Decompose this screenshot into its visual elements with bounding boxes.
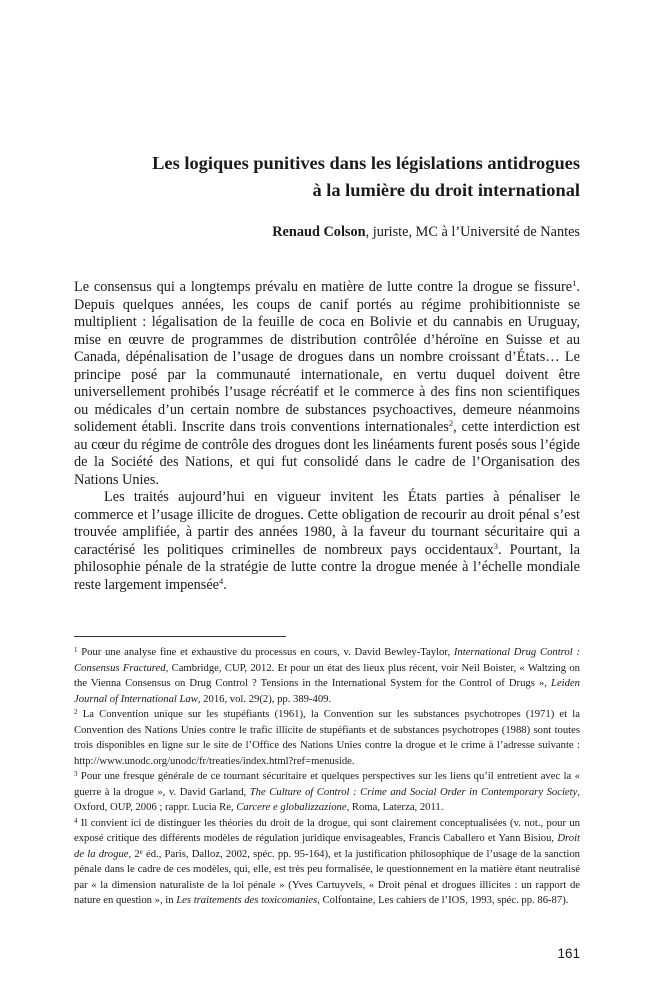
footnote-citation-title: Les traitements des toxicomanies — [176, 895, 318, 906]
footnote-2 — [74, 707, 580, 769]
author-affiliation: , juriste, MC à l’Université de Nantes — [365, 224, 580, 240]
paragraph-text: . Depuis quelques années, les coups de canif portés au régime prohibitionniste se multiplient : légalisation de la feuille de coca en Bolivie et du cannabis en Uruguay, mise en œuvre de programmes de distribution contrôlée d’héroïne en Suisse et au Canada, dépénalisation de l’usage de drogues dans un nombre croissant d’États… Le principe posé par la communauté internationale, en vertu duquel doivent être universellement prohibés l’usage récréatif et le commerce à des fins non scientifiques ou médicales d’un certain nombre de substances psychoactives, demeure néanmoins solidement établi. Inscrite dans trois conventions internationales — [74, 279, 580, 435]
footnote-ref-4: 4 — [219, 575, 224, 586]
footnote-text: Il convient ici de distinguer les théories du droit de la drogue, qui sont clairement conceptualisées (v. not., pour un exposé critique des différents modèles de régulation juridique envisageables, Francis Caballero et Yann Bisiou, — [74, 817, 580, 844]
footnote-text: e — [139, 847, 143, 856]
footnote-text: , Oxford, OUP, 2006 ; rappr. Lucia Re, — [74, 786, 580, 813]
paragraph-text: Le consensus qui a longtemps prévalu en matière de lutte contre la drogue se fissure — [74, 279, 573, 295]
footnote-citation-title: Droit de la drogue — [74, 833, 580, 860]
footnote-number: 3 — [74, 770, 78, 778]
title-line-2: à la lumière du droit international — [312, 180, 580, 200]
footnote-ref-1: 1 — [572, 278, 577, 288]
paragraph-text: . Pourtant, la philosophie pénale de la stratégie de lutte contre la drogue menée à l’échelle mondiale reste largement impensée — [74, 541, 581, 593]
footnote-number: 4 — [74, 816, 78, 825]
footnote-citation-title: Leiden Journal of International Law — [74, 678, 580, 705]
author-line — [74, 223, 580, 241]
footnote-ref-3: 3 — [493, 540, 499, 551]
footnote-4 — [74, 816, 580, 909]
footnote-text: , Roma, Laterza, 2011. — [346, 802, 444, 813]
footnote-text: Pour une analyse fine et exhaustive du processus en cours, v. David Bewley-Taylor, — [77, 647, 454, 658]
footnote-text: , Colfontaine, Les cahiers de l’IOS, 1993, spéc. pp. 86-87). — [317, 895, 569, 906]
footnote-number: 2 — [74, 708, 78, 716]
paragraph-text: Les traités aujourd’hui en vigueur invitent les États parties à pénaliser le commerce et l’usage illicite de drogues. Cette obligation de recourir au droit pénal s’est trouvée amplifiée, à partir des années 1980, à la faveur du tournant sécuritaire qui a caractérisé les politiques criminelles de nombreux pays occidentaux — [74, 489, 580, 558]
page-number: 161 — [557, 946, 580, 961]
paragraph-2 — [74, 489, 580, 594]
footnotes — [74, 645, 580, 909]
footnote-ref-2: 2 — [448, 418, 454, 428]
paragraph-1 — [74, 279, 580, 489]
footnote-citation-title: Carcere e globalizzazione — [236, 802, 347, 813]
footnote-1 — [74, 645, 580, 707]
footnote-text: éd., Paris, Dalloz, 2002, spéc. pp. 95-164), et la justification philosophique de l’usage de la sanction pénale dans le cadre de ces modèles, qui, elle, est très peu formalisée, le questionnement en la matière étant neutralisé par « la dimension naturaliste de la loi pénale » (Yves Cartuyvels, « Droit pénal et drogues illicites : un rapport de nature en question », in — [74, 848, 581, 906]
footnote-citation-title: The Culture of Control : Crime and Social Order in Contemporary Society — [249, 786, 578, 798]
article-title — [74, 150, 580, 204]
footnote-3 — [74, 769, 580, 816]
paragraph-text: . — [223, 576, 227, 593]
footnote-text: , 2016, vol. 29(2), pp. 389-409. — [197, 693, 332, 705]
body-text — [74, 279, 580, 594]
footnote-text: , Cambridge, CUP, 2012. Et pour un état des lieux plus récent, voir Neil Boister, « Waltzing on the Vienna Consensus on Drug Control ? Tensions in the International System for the Control of Drugs », — [74, 662, 580, 689]
author-name: Renaud Colson — [272, 224, 366, 240]
footnote-number: 1 — [74, 646, 78, 654]
paragraph-text: , cette interdiction est au cœur du régime de contrôle des drogues dont les linéaments furent posés sous l’égide de la Société des Nations, et qui fut consolidé dans le cadre de l’Organisation des Nations Unies. — [74, 419, 580, 488]
footnote-text: La Convention unique sur les stupéfiants (1961), la Convention sur les substances psychotropes (1971) et la Convention des Nations Unies contre le trafic illicite de stupéfiants et de substances psychotropes (1988) sont toutes trois disponibles en ligne sur le site de l’Office des Nations Unies contre la drogue et le crime à l’adresse suivante : http://www.unodc.org/unodc/fr/treaties/index.html?ref=menuside. — [74, 709, 580, 767]
footnote-text: , 2 — [128, 848, 140, 860]
footnote-citation-title: International Drug Control : Consensus Fractured — [74, 647, 580, 674]
title-line-1: Les logiques punitives dans les législations antidrogues — [152, 153, 580, 173]
footnote-text: Pour une fresque générale de ce tournant sécuritaire et quelques perspectives sur les liens qu’il entretient avec la « guerre à la drogue », v. David Garland, — [74, 771, 580, 798]
footnote-separator — [74, 636, 286, 637]
